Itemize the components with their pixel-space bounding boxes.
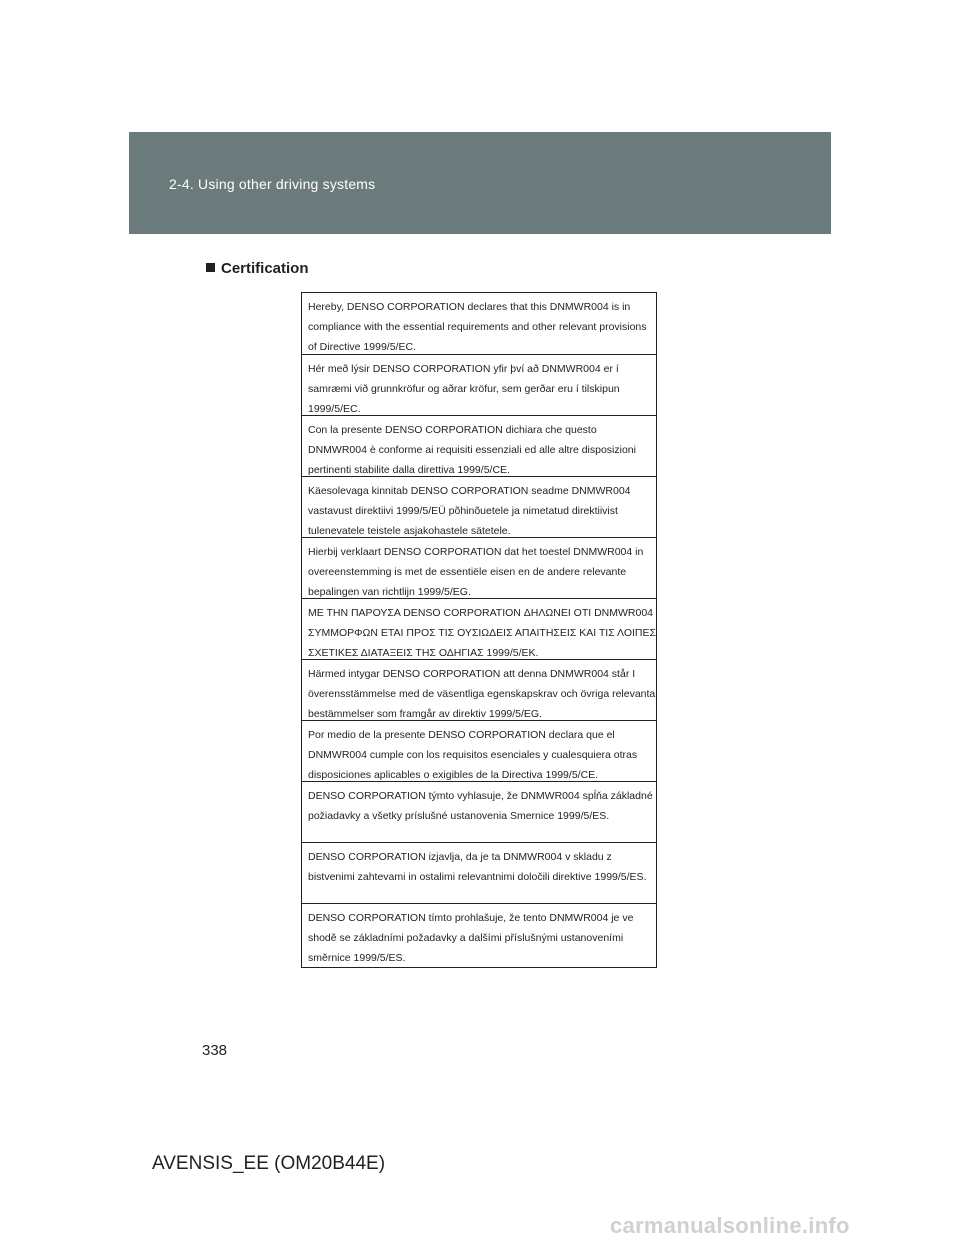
cert-statement-english: Hereby, DENSO CORPORATION declares that this DNMWR004 is in compliance with the essential requirements and other relevant provisions of Directive 1999/5/EC. <box>308 301 647 353</box>
cert-statement-greek: ΜΕ ΤΗΝ ΠΑΡΟΥΣΑ DENSO CORPORATION ΔΗΛΩΝΕΙ ΟΤΙ DNMWR004 ΣΥΜΜΟΡΦΩΝ ΕΤΑΙ ΠΡΟΣ ΤΙΣ ΟΥΣΙΩΔΕΙΣ ΑΠΑΙΤΗΣΕΙΣ ΚΑΙ ΤΙΣ ΛΟΙΠΕΣ ΣΧΕΤΙΚΕΣ ΔΙΑΤΑΞΕΙΣ ΤΗΣ ΟΔΗΓΙΑΣ 1999/5/ΕΚ. <box>302 598 656 659</box>
site-watermark: carmanualsonline.info <box>610 1213 850 1238</box>
cert-statement-spanish: Por medio de la presente DENSO CORPORATION declara que el DNMWR004 cumple con los requisitos esenciales y cualesquiera otras disposiciones aplicables o exigibles de la Directiva 1999/5/CE. <box>302 720 656 781</box>
cert-statement-slovak: DENSO CORPORATION týmto vyhlasuje, že DNMWR004 spĺňa základné požiadavky a všetky príslušné ustanovenia Smernice 1999/5/ES. <box>302 781 656 842</box>
cert-statement-italian: Con la presente DENSO CORPORATION dichiara che questo DNMWR004 è conforme ai requisiti essenziali ed alle altre disposizioni pertinenti stabilite dalla direttiva 1999/5/CE. <box>302 415 656 476</box>
section-title: 2-4. Using other driving systems <box>169 176 376 192</box>
page-number: 338 <box>202 1042 228 1059</box>
certification-heading-text: Certification <box>221 260 309 277</box>
square-bullet-icon <box>206 263 215 272</box>
cert-statement-slovenian: DENSO CORPORATION izjavlja, da je ta DNMWR004 v skladu z bistvenimi zahtevami in ostalimi relevantnimi določili direktive 1999/5/ES. <box>302 842 656 903</box>
cert-statement-estonian: Käesolevaga kinnitab DENSO CORPORATION seadme DNMWR004 vastavust direktiivi 1999/5/EÜ põhinõuetele ja nimetatud direktiivist tulenevatele teistele asjakohastele sätetele. <box>302 476 656 537</box>
document-code: AVENSIS_EE (OM20B44E) <box>152 1153 386 1174</box>
cert-statement-dutch: Hierbij verklaart DENSO CORPORATION dat het toestel DNMWR004 in overeenstemming is met de essentiële eisen en de andere relevante bepalingen van richtlijn 1999/5/EG. <box>302 537 656 598</box>
certification-table <box>301 292 657 968</box>
cert-statement-icelandic: Hér með lýsir DENSO CORPORATION yfir því að DNMWR004 er í samræmi við grunnkröfur og aðrar kröfur, sem gerðar eru í tilskipun 1999/5/EC. <box>302 354 656 415</box>
cert-statement-czech: DENSO CORPORATION tímto prohlašuje, že tento DNMWR004 je ve shodě se základními požadavky a dalšími příslušnými ustanoveními směrnice 1999/5/ES. <box>302 903 656 967</box>
cert-statement-swedish: Härmed intygar DENSO CORPORATION att denna DNMWR004 står I överensstämmelse med de väsentliga egenskapskrav och övriga relevanta bestämmelser som framgår av direktiv 1999/5/EG. <box>302 659 656 720</box>
section-header-band <box>129 132 831 234</box>
certification-heading <box>206 260 309 277</box>
